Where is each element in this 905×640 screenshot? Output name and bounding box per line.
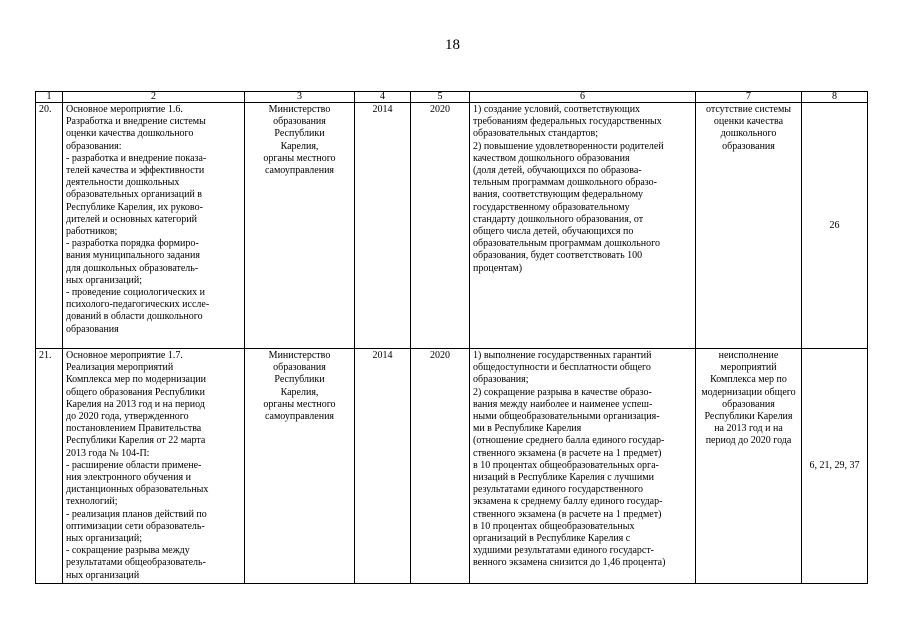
executor-text: Министерство образования Республики Карелия, органы местного самоуправления xyxy=(263,350,336,423)
plan-table xyxy=(35,91,868,584)
consequence-text: отсутствие системы оценки качества дошкольного образования xyxy=(705,104,792,152)
header-cell: 7 xyxy=(696,92,802,103)
indicator-link: 6, 21, 29, 37 xyxy=(802,349,868,584)
header-cell: 6 xyxy=(470,92,696,103)
start-year: 2014 xyxy=(355,349,411,584)
header-cell: 1 xyxy=(36,92,63,103)
header-cell: 8 xyxy=(802,92,868,103)
event-text: Основное мероприятие 1.6. Разработка и внедрение системы оценки качества дошкольного образования: - разработка и внедрение показа- телей качества и эффективности деятельности дошкольных образовательных организаций в Республике Карелия, их руково- дителей и основных категорий работников; - разработка порядка формиро- вания муниципального задания для дошкольных образователь- ных организаций; - проведение социологических и психолого-педагогических иссле- дований в области дошкольного образования xyxy=(66,104,210,335)
consequence-text: неисполнение мероприятий Комплекса мер по модернизации общего образования Республики Карелия на 2013 год и на период до 2020 года xyxy=(701,350,796,447)
start-year: 2014 xyxy=(355,103,411,349)
table-header-row xyxy=(36,92,868,103)
header-cell: 2 xyxy=(63,92,245,103)
table-row xyxy=(36,103,868,349)
event-cell xyxy=(63,349,245,584)
header-cell: 5 xyxy=(411,92,470,103)
executor-cell xyxy=(245,349,355,584)
executor-text: Министерство образования Республики Карелия, органы местного самоуправления xyxy=(263,104,336,177)
consequence-cell xyxy=(696,349,802,584)
page-number: 18 xyxy=(445,37,460,53)
indicator-link: 26 xyxy=(802,103,868,349)
row-number: 20. xyxy=(36,103,63,349)
end-year: 2020 xyxy=(411,349,470,584)
result-text: 1) выполнение государственных гарантий общедоступности и бесплатности общего образования; 2) сокращение разрыва в качестве образо- вания между наиболее и наименее успеш- ными общеобразовательными организация- ми в Республике Карелия (отношение среднего балла единого государ- ственного экзамена (в расчете на 1 предмет) в 10 процентах общеобразовательных орга- низаций в Республике Карелия с лучшими результатами единого государственного экзамена к среднему баллу единого государ- ственного экзамена (в расчете на 1 предмет) в 10 процентах общеобразовательных организаций в Республике Карелия с худшими результатами единого государст- венного экзамена снизится до 1,46 процента) xyxy=(473,350,666,569)
row-number: 21. xyxy=(36,349,63,584)
result-text: 1) создание условий, соответствующих требованиям федеральных государственных образовательных стандартов; 2) повышение удовлетворенности родителей качеством дошкольного образования (доля детей, обучающихся по образова- тельным программам дошкольного образо- вания, соответствующим федеральному государственному образовательному стандарту дошкольного образования, от общего числа детей, обучающихся по образовательным программам дошкольного образования, будет соответствовать 100 процентам) xyxy=(473,104,664,274)
result-cell xyxy=(470,349,696,584)
executor-cell xyxy=(245,103,355,349)
event-text: Основное мероприятие 1.7. Реализация мероприятий Комплекса мер по модернизации общего образования Республики Карелия на 2013 год и на период до 2020 года, утвержденного постановлением Правительства Республики Карелия от 22 марта 2013 года № 104-П: - расширение области примене- ния электронного обучения и дистанционных образовательных технологий; - реализация планов действий по оптимизации сети образователь- ных организаций; - сокращение разрыва между результатами общеобразователь- ных организаций xyxy=(66,350,209,581)
event-cell xyxy=(63,103,245,349)
consequence-cell xyxy=(696,103,802,349)
end-year: 2020 xyxy=(411,103,470,349)
header-cell: 3 xyxy=(245,92,355,103)
table-row xyxy=(36,349,868,584)
result-cell xyxy=(470,103,696,349)
header-cell: 4 xyxy=(355,92,411,103)
